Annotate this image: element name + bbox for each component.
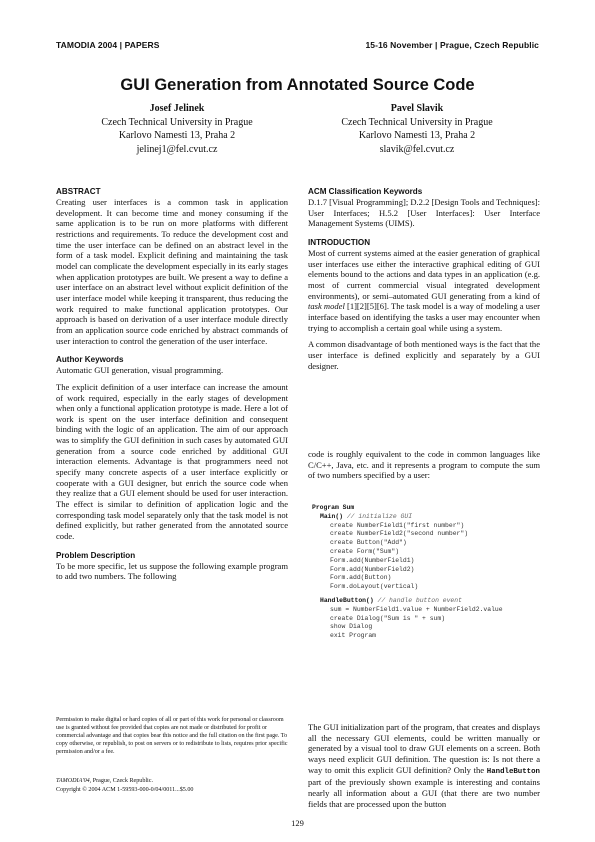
- acm-text: D.1.7 [Visual Programming]; D.2.2 [Design Tools and Techniques]: User Interfaces; H.5.2 [User Interfaces]: User Interface Management Systems (UIMS).: [308, 197, 540, 229]
- problem-text: To be more specific, let us suppose the following example program to add two numbers. The following: [56, 560, 288, 582]
- author-address: Karlovo Namesti 13, Praha 2: [118, 130, 236, 142]
- permission-notice: Permission to make digital or hard copies of all or part of this work for personal or classroom use is granted without fee provided that copies are not made or distributed for profit or commercial advantage and that copies bear this notice and the full citation on the first page. To copy otherwise, or republish, to post on servers or to redistribute to lists, requires prior specific permission and/or a fee.: [56, 717, 288, 755]
- introduction-heading: INTRODUCTION: [308, 237, 371, 247]
- abstract-heading: ABSTRACT: [56, 187, 101, 196]
- code-line: sum = NumberField1.value + NumberField2.value: [330, 605, 503, 613]
- author-email: jelinej1@fel.cvut.cz: [136, 143, 218, 155]
- right-column-top: [308, 186, 540, 371]
- body-paragraph: The GUI initialization part of the program, that creates and displays all the necessary GUI elements, could be written manually or generated by a visual tool to draw GUI elements on a screen. Both ways need explicit GUI definition. The question is: Is not there a way to omit this explicit GUI definition? Only the HandleButton part of the previously shown example is interesting and contains nearly all information about a GUI (that there are two number fields that are processed upon the button: [308, 722, 540, 809]
- author-block-1: [57, 102, 297, 156]
- code-line: Form.add(NumberField1): [330, 556, 415, 564]
- code-line: create Form("Sum"): [330, 547, 400, 555]
- keywords-heading: Author Keywords: [56, 355, 124, 365]
- introduction-paragraph-2: A common disadvantage of both mentioned ways is the fact that the user interface is defined explicitly and separately by a GUI designer.: [308, 339, 540, 371]
- acm-heading: ACM Classification Keywords: [308, 187, 423, 196]
- running-header-left: TAMODIA 2004 | PAPERS: [56, 40, 160, 50]
- code-line: Form.doLayout(vertical): [330, 583, 419, 591]
- problem-heading: Problem Description: [56, 550, 136, 560]
- venue-place: Prague, Czeck Republic.: [91, 778, 153, 784]
- code-line: create Button("Add"): [330, 539, 407, 547]
- code-line: show Dialog: [330, 623, 373, 631]
- author-name: Josef Jelinek: [149, 103, 205, 114]
- author-email: slavik@fel.cvut.cz: [379, 143, 455, 155]
- abstract-text: Creating user interfaces is a common task in application development. It can become time and money consuming if the same application is to be run on more platforms with different restrictions and requirements. To reduce the development cost and time the user interface can be defined on an abstract level in the form of a task model. Explicit defining and maintaining the task model can complicate the development especially in its early stages when application prototypes are built. We present a way to define a user interface on an abstract level without explicit definition of the user interface model while keeping it transparent, thus reducing the work required to make functional application prototypes. Our approach is based on derivation of a user interface module directly from an application source code enriched by abstract commands of user interaction to control the generation of the user interface.: [56, 197, 288, 346]
- right-column-after-code: [308, 722, 540, 809]
- author-affiliation: Czech Technical University in Prague: [101, 116, 253, 128]
- author-name: Pavel Slavik: [390, 103, 444, 114]
- inline-code: HandleButton: [486, 767, 540, 776]
- task-model-term: task model: [308, 301, 345, 312]
- code-comment: // initialize GUI: [343, 512, 413, 520]
- code-line: create NumberField2("second number"): [330, 530, 469, 538]
- code-line: create Dialog("Sum is " + sum): [330, 614, 446, 622]
- venue-info: [56, 777, 288, 795]
- copyright-line: Copyright © 2004 ACM 1-59593-000-0/04/0011...$5.00: [56, 787, 194, 794]
- author-affiliation: Czech Technical University in Prague: [341, 116, 493, 128]
- left-column: [56, 186, 288, 582]
- code-line: create NumberField1("first number"): [330, 521, 465, 529]
- code-program-line: Program Sum: [312, 504, 355, 511]
- keywords-text: Automatic GUI generation, visual programming.: [56, 365, 224, 376]
- body-paragraph: code is roughly equivalent to the code in common languages like C/C++, Java, etc. and it represents a program to compute the sum of two numbers specified by a user:: [308, 449, 540, 481]
- body-paragraph: The explicit definition of a user interface can increase the amount of work required, especially in the early stages of development when only a functional application prototype is made. Here a lot of work is spent on the user interface definition and consequent binding with the logic of an application. The aim of our approach was to simplify the GUI definition in such cases by automated GUI generation from a source code enriched by additional GUI interaction elements. Advantage is that programmers need not specify many concrete aspects of a user interface explicitly or cooperate with a GUI designer, but enrich the source code when they realize that a GUI element should be used for user interaction. The effect is similar to definition of application logic and the corresponding task model separately only that the task model is not defined explicitly, but rather generated from the annotated source code.: [56, 381, 288, 542]
- page-number: 129: [291, 818, 304, 828]
- author-address: Karlovo Namesti 13, Praha 2: [358, 130, 476, 142]
- code-main-signature: Main(): [320, 512, 344, 520]
- venue-conference: TAMODIA'04,: [56, 778, 92, 784]
- code-handle-signature: HandleButton(): [320, 596, 374, 604]
- right-column-bottom: [308, 449, 540, 481]
- author-block-2: [297, 102, 537, 156]
- code-line: exit Program: [330, 632, 377, 640]
- code-line: Form.add(Button): [330, 574, 392, 582]
- introduction-paragraph-1: Most of current systems aimed at the easier generation of graphical user interfaces use either the interactive graphical editing of GUI elements bound to the actions and data types in an application (e.g. most of current commercial visual integrated development environments), or semi–automated GUI generating from a kind of task model [1][2][5][6]. The task model is a way of modeling a user interface based on identifying the tasks a user may encounter when trying to accomplish a certain goal while using a system.: [308, 247, 540, 333]
- code-comment: // handle button event: [373, 596, 462, 604]
- code-listing: [312, 504, 542, 641]
- code-line: Form.add(NumberField2): [330, 565, 415, 573]
- running-header-right: 15-16 November | Prague, Czech Republic: [365, 40, 539, 50]
- paper-title: GUI Generation from Annotated Source Code: [120, 76, 475, 94]
